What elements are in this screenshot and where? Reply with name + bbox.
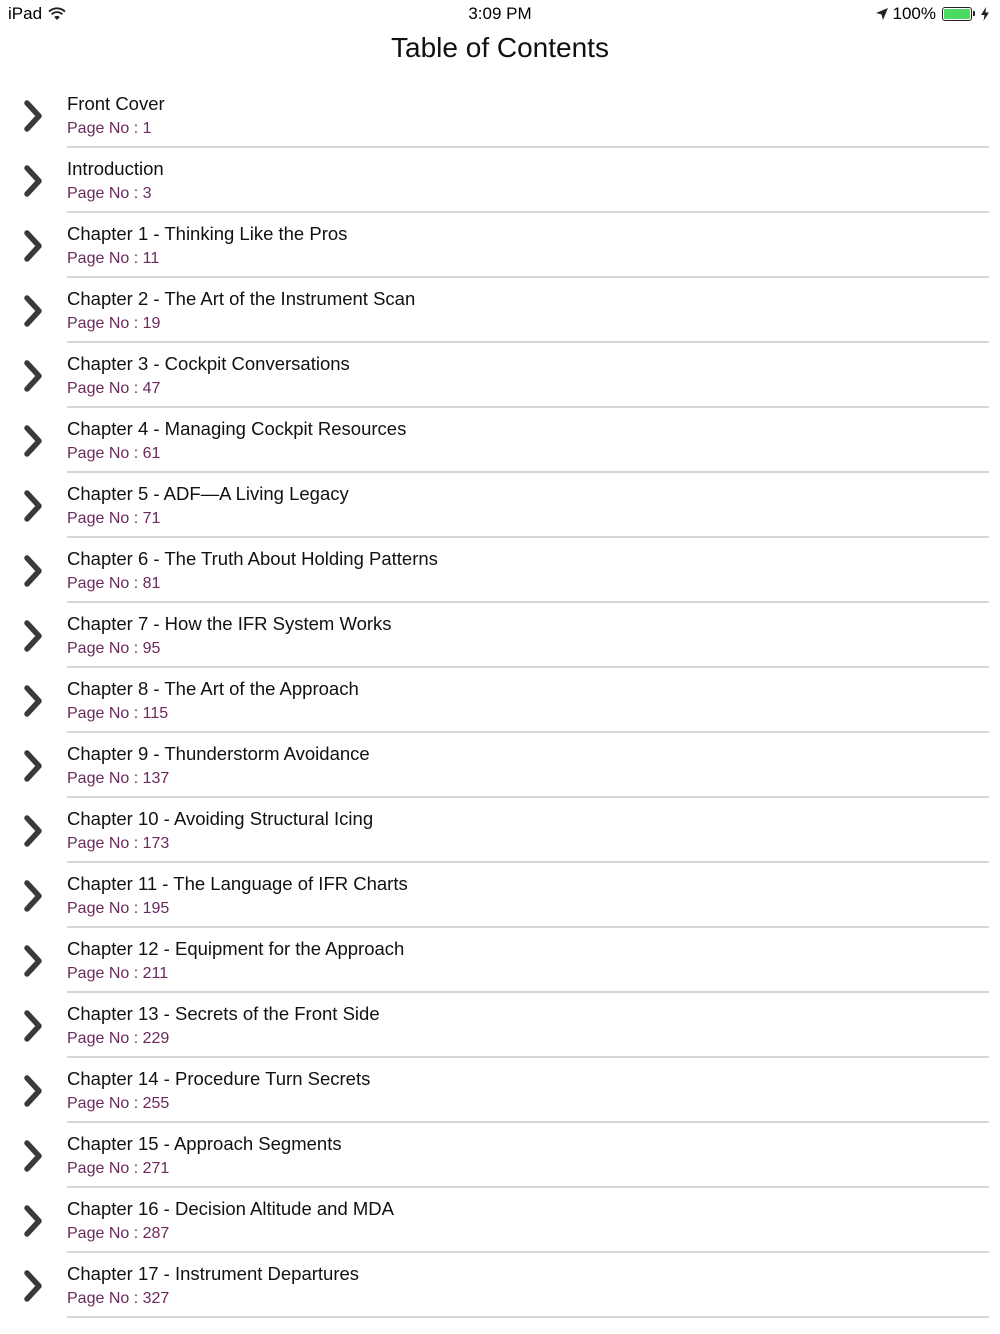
toc-item[interactable] (0, 408, 1000, 473)
device-label: iPad (8, 4, 43, 23)
page-number: 47 (142, 380, 161, 397)
status-right (875, 4, 990, 24)
page-prefix: Page No : (67, 185, 143, 202)
toc-item-title: Chapter 13 - Secrets of the Front Side (67, 1003, 380, 1024)
toc-list (0, 83, 1000, 1318)
battery-icon (942, 7, 972, 21)
page-prefix: Page No : (67, 575, 143, 592)
toc-item-content (67, 798, 989, 863)
toc-item-page (67, 510, 160, 528)
toc-item[interactable] (0, 473, 1000, 538)
toc-item-title: Chapter 5 - ADF—A Living Legacy (67, 483, 349, 504)
page-prefix: Page No : (67, 770, 143, 787)
page-prefix: Page No : (67, 510, 143, 527)
page-number: 61 (142, 445, 161, 462)
toc-item-content (67, 668, 989, 733)
toc-item-content (67, 603, 989, 668)
page-prefix: Page No : (67, 315, 143, 332)
chevron-right-icon (22, 749, 46, 783)
chevron-right-icon (22, 229, 46, 263)
toc-item-content (67, 993, 989, 1058)
page-prefix: Page No : (67, 640, 143, 657)
toc-item-page (67, 835, 169, 853)
page-number: 229 (142, 1030, 170, 1047)
toc-item[interactable] (0, 1253, 1000, 1318)
toc-item-page (67, 120, 152, 138)
page-prefix: Page No : (67, 835, 143, 852)
page-number: 19 (142, 315, 161, 332)
toc-item[interactable] (0, 538, 1000, 603)
toc-item-title: Chapter 16 - Decision Altitude and MDA (67, 1198, 395, 1219)
toc-item-page (67, 315, 160, 333)
location-arrow-icon (875, 7, 889, 21)
toc-item[interactable] (0, 928, 1000, 993)
page-number: 71 (142, 510, 161, 527)
page-number: 173 (142, 835, 170, 852)
toc-item-page (67, 185, 152, 203)
chevron-right-icon (22, 1269, 46, 1303)
toc-item-page (67, 1225, 169, 1243)
chevron-right-icon (22, 294, 46, 328)
toc-item-content (67, 1123, 989, 1188)
toc-item-title: Chapter 11 - The Language of IFR Charts (67, 873, 408, 894)
page-number: 1 (142, 120, 152, 137)
chevron-right-icon (22, 1009, 46, 1043)
chevron-right-icon (22, 1204, 46, 1238)
chevron-right-icon (22, 879, 46, 913)
toc-item-title: Chapter 8 - The Art of the Approach (67, 678, 359, 699)
battery-percent: 100% (892, 4, 936, 23)
toc-item-content (67, 343, 989, 408)
toc-item-content (67, 473, 989, 538)
chevron-right-icon (22, 164, 46, 198)
toc-item-page (67, 1290, 169, 1308)
toc-item-content (67, 733, 989, 798)
chevron-right-icon (22, 424, 46, 458)
page-number: 95 (142, 640, 161, 657)
toc-item[interactable] (0, 278, 1000, 343)
toc-item-title: Chapter 4 - Managing Cockpit Resources (67, 418, 407, 439)
toc-item[interactable] (0, 603, 1000, 668)
page-prefix: Page No : (67, 445, 143, 462)
toc-item[interactable] (0, 343, 1000, 408)
page-prefix: Page No : (67, 250, 143, 267)
status-time: 3:09 PM (468, 4, 532, 23)
toc-item-title: Chapter 10 - Avoiding Structural Icing (67, 808, 374, 829)
toc-item[interactable] (0, 733, 1000, 798)
toc-item-page (67, 445, 160, 463)
page-prefix: Page No : (67, 380, 143, 397)
toc-item-title: Chapter 14 - Procedure Turn Secrets (67, 1068, 371, 1089)
page-prefix: Page No : (67, 120, 143, 137)
chevron-right-icon (22, 814, 46, 848)
toc-item-title: Chapter 1 - Thinking Like the Pros (67, 223, 348, 244)
page-number: 327 (142, 1290, 170, 1307)
toc-item-title: Chapter 6 - The Truth About Holding Patterns (67, 548, 438, 569)
toc-item-content (67, 1058, 989, 1123)
toc-item-page (67, 1160, 169, 1178)
toc-item[interactable] (0, 863, 1000, 928)
page-number: 195 (142, 900, 170, 917)
toc-item-content (67, 1253, 989, 1318)
toc-item-title: Chapter 9 - Thunderstorm Avoidance (67, 743, 370, 764)
toc-item-title: Chapter 15 - Approach Segments (67, 1133, 342, 1154)
page-prefix: Page No : (67, 705, 143, 722)
toc-item-content (67, 863, 989, 928)
chevron-right-icon (22, 1074, 46, 1108)
toc-item-title: Chapter 17 - Instrument Departures (67, 1263, 360, 1284)
toc-item[interactable] (0, 1123, 1000, 1188)
toc-item-page (67, 250, 159, 268)
chevron-right-icon (22, 489, 46, 523)
toc-item[interactable] (0, 148, 1000, 213)
toc-item-page (67, 900, 169, 918)
page-prefix: Page No : (67, 1290, 143, 1307)
page-prefix: Page No : (67, 900, 143, 917)
toc-item[interactable] (0, 213, 1000, 278)
chevron-right-icon (22, 1139, 46, 1173)
toc-item-page (67, 1030, 169, 1048)
toc-item-page (67, 575, 160, 593)
page-number: 115 (142, 705, 169, 722)
toc-item-title: Chapter 12 - Equipment for the Approach (67, 938, 405, 959)
toc-item-content (67, 148, 989, 213)
toc-item-content (67, 83, 989, 148)
toc-item-page (67, 705, 168, 723)
toc-item-title: Introduction (67, 158, 164, 179)
toc-item[interactable] (0, 1058, 1000, 1123)
toc-item-page (67, 965, 168, 983)
toc-item-content (67, 538, 989, 603)
charging-bolt-icon (980, 7, 990, 21)
page-number: 81 (142, 575, 161, 592)
page-number: 255 (142, 1095, 170, 1112)
toc-item[interactable] (0, 798, 1000, 863)
page-number: 3 (142, 185, 152, 202)
page-number: 11 (142, 250, 160, 267)
toc-item-page (67, 770, 169, 788)
toc-item-title: Chapter 3 - Cockpit Conversations (67, 353, 350, 374)
chevron-right-icon (22, 619, 46, 653)
page-prefix: Page No : (67, 1160, 143, 1177)
page-prefix: Page No : (67, 1030, 143, 1047)
toc-item-page (67, 1095, 169, 1113)
toc-item-title: Chapter 7 - How the IFR System Works (67, 613, 392, 634)
toc-item[interactable] (0, 1188, 1000, 1253)
toc-item-content (67, 213, 989, 278)
chevron-right-icon (22, 554, 46, 588)
page-prefix: Page No : (67, 965, 143, 982)
toc-item[interactable] (0, 83, 1000, 148)
page-number: 211 (142, 965, 169, 982)
toc-item[interactable] (0, 668, 1000, 733)
page-prefix: Page No : (67, 1095, 143, 1112)
status-bar (0, 0, 1000, 28)
page-number: 287 (142, 1225, 170, 1242)
toc-item-content (67, 928, 989, 993)
toc-item-content (67, 278, 989, 343)
toc-item-title: Chapter 2 - The Art of the Instrument Scan (67, 288, 416, 309)
page-number: 137 (142, 770, 170, 787)
toc-item-title: Front Cover (67, 93, 165, 114)
chevron-right-icon (22, 99, 46, 133)
toc-item-content (67, 1188, 989, 1253)
page-number: 271 (142, 1160, 170, 1177)
page-title: Table of Contents (391, 32, 609, 63)
page-prefix: Page No : (67, 1225, 143, 1242)
toc-item-page (67, 380, 160, 398)
toc-item-content (67, 408, 989, 473)
toc-item-page (67, 640, 160, 658)
chevron-right-icon (22, 684, 46, 718)
toc-item[interactable] (0, 993, 1000, 1058)
chevron-right-icon (22, 359, 46, 393)
chevron-right-icon (22, 944, 46, 978)
